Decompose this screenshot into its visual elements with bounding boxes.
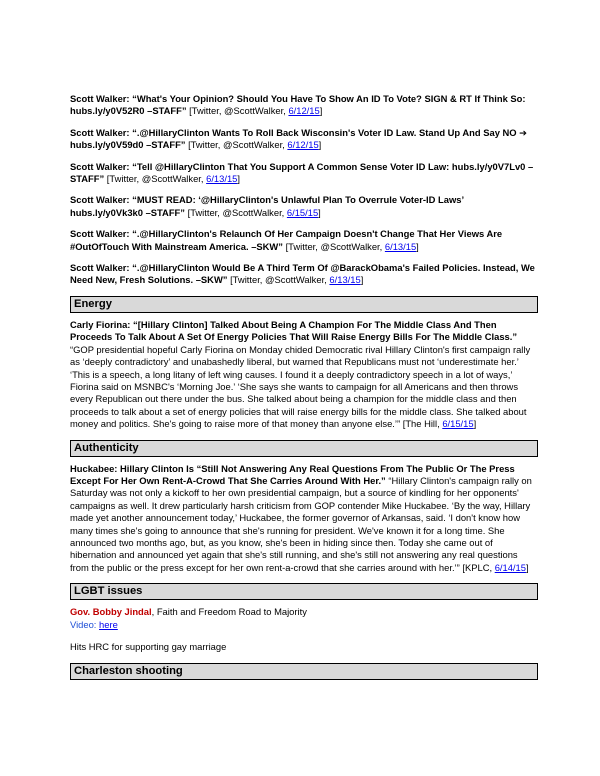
tweet-source: [Twitter, @ScottWalker,: [184, 206, 287, 218]
energy-source: [The Hill,: [400, 418, 443, 430]
tweet-source: [Twitter, @ScottWalker,: [227, 274, 330, 286]
energy-bracket: ]: [473, 418, 477, 430]
tweet-bracket: ]: [360, 274, 364, 286]
tweet-source: [Twitter, @ScottWalker,: [186, 105, 289, 117]
tweet-date-link[interactable]: 6/12/15: [288, 105, 320, 117]
section-header-authenticity: Authenticity: [70, 440, 538, 457]
authenticity-item: [70, 463, 538, 575]
energy-headline: Carly Fiorina: “[Hillary Clinton] Talked About Being A Champion For The Middle Class And Then Proceeds To Talk About A Set Of Energy Policies That Will Raise Energy Bills For The Middle Class.”: [70, 318, 518, 343]
event-name: , Faith and Freedom Road to Majority: [151, 606, 307, 618]
section-header-lgbt: LGBT issues: [70, 583, 538, 600]
tweet-bracket: ]: [319, 105, 323, 117]
lgbt-note: Hits HRC for supporting gay marriage: [70, 641, 227, 652]
tweet-text: Scott Walker: “MUST READ: ‘@HillaryClinton's Unlawful Plan To Overrule Voter-ID Laws’ hubs.ly/y0Vk3k0 –STAFF”: [70, 194, 464, 218]
walker-tweets: [70, 93, 538, 287]
tweet-text: Scott Walker: “Tell @HillaryClinton That You Support A Common Sense Voter ID Law: hubs.ly/y0V7Lv0 –STAFF”: [70, 160, 534, 185]
energy-body: “GOP presidential hopeful Carly Fiorina on Monday chided Democratic rival Hillary Clinton's first campaign rally as ‘deeply contradictory’ and unabashedly liberal, but warned that Republicans must not ‘underestimate her.’ ‘This is a speech, a long litany of left wing causes. I found it a deeply contradictory speech in a lot of ways,’ Fiorina said on MSNBC's ‘Morning Joe.’ ‘She says she wants to campaign for all Americans and then throws every Republican out there under the bus. She talked about being a champion for the middle class and then proceeds to talk about a set of energy policies that will raise energy bills for the middle class. She talked about money and politics. She's going to raise more of that money than anyone else.’”: [70, 343, 531, 430]
walker-tweet-item: [70, 161, 538, 186]
tweet-bracket: ]: [318, 139, 322, 151]
video-label: Video:: [70, 618, 100, 630]
lgbt-video-line: [70, 619, 538, 631]
walker-tweet-item: [70, 93, 538, 118]
tweet-bracket: ]: [237, 173, 240, 185]
lgbt-speaker-line: [70, 606, 538, 618]
tweet-date-link[interactable]: 6/13/15: [384, 240, 417, 252]
tweet-bracket: ]: [416, 240, 419, 252]
authenticity-bracket: ]: [525, 561, 529, 573]
tweet-source: [Twitter, @ScottWalker,: [185, 139, 288, 151]
tweet-text: Scott Walker: “What's Your Opinion? Should You Have To Show An ID To Vote? SIGN & RT If Think So: hubs.ly/y0V52R0 –STAFF”: [70, 93, 526, 117]
authenticity-headline: Huckabee: Hillary Clinton Is “Still Not Answering Any Real Questions From The Public Or The Press Except For Her Own Rent-A-Crowd That She Carries Around With Her.”: [70, 462, 515, 486]
tweet-bracket: ]: [318, 206, 321, 218]
tweet-text: Scott Walker: “.@HillaryClinton's Relaunch Of Her Campaign Doesn't Change That Her Views Are #OutOfTouch With Mainstream America. –SKW”: [70, 228, 503, 252]
authenticity-body: “Hillary Clinton's campaign rally on Saturday was not only a kickoff to her own presidential campaign, but a source of kindling for her opponents' campaigns as well. It drew particularly harsh criticism from GOP contender Mike Huckabee. ‘By the way, Hillary made yet another announcement today,’ Huckabee, the former governor of Arkansas, said. ‘I don't know how many times she's going to announce that she's running for president. We've known it for a long time. She announced two months ago, but, as you know, she's been in hiding since then. Today she came out of hibernation and announced yet again that she's still running, and she's still not answering any real questions from the public or the press except for her own rent-a-crowd that she carries around with her.’”: [70, 474, 532, 573]
authenticity-source: [KPLC,: [459, 561, 495, 573]
walker-tweet-item: [70, 228, 538, 253]
walker-tweet-item: [70, 194, 538, 219]
energy-item: [70, 319, 538, 431]
walker-tweet-item: [70, 262, 538, 287]
tweet-date-link[interactable]: 6/15/15: [286, 206, 319, 218]
video-link[interactable]: here: [99, 618, 118, 630]
walker-tweet-item: [70, 127, 538, 152]
tweet-source: [Twitter, @ScottWalker,: [282, 240, 385, 252]
tweet-text: Scott Walker: “.@HillaryClinton Wants To Roll Back Wisconsin's Voter ID Law. Stand Up And Say NO ➔ hubs.ly/y0V59d0 –STAFF”: [70, 126, 528, 151]
tweet-date-link[interactable]: 6/13/15: [329, 274, 361, 286]
document-page: [70, 93, 538, 686]
tweet-text: Scott Walker: “.@HillaryClinton Would Be A Third Term Of @BarackObama's Failed Policies. Instead, We Need New, Fresh Solutions. –SKW”: [70, 262, 535, 286]
energy-date-link[interactable]: 6/15/15: [442, 418, 474, 430]
tweet-source: [Twitter, @ScottWalker,: [104, 173, 207, 185]
section-header-energy: Energy: [70, 296, 538, 313]
tweet-date-link[interactable]: 6/12/15: [287, 139, 319, 151]
authenticity-date-link[interactable]: 6/14/15: [494, 561, 526, 573]
tweet-date-link[interactable]: 6/13/15: [206, 173, 238, 185]
speaker-name: Gov. Bobby Jindal: [70, 606, 152, 618]
section-header-charleston: Charleston shooting: [70, 663, 538, 680]
